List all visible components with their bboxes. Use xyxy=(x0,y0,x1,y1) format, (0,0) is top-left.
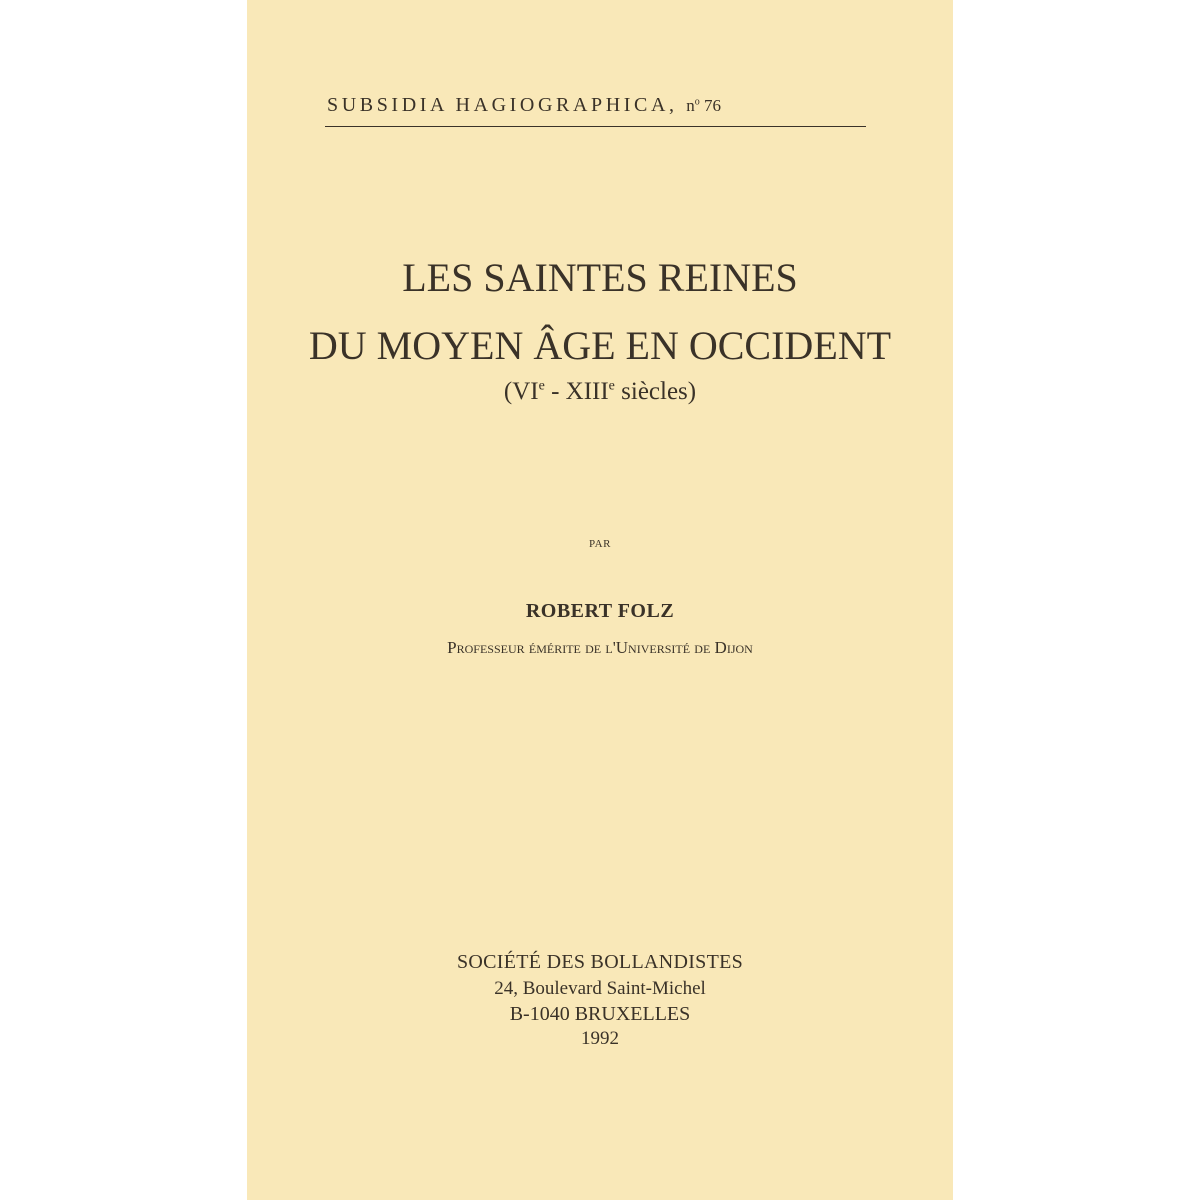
series-name: SUBSIDIA HAGIOGRAPHICA, xyxy=(327,94,678,116)
publisher-city: B-1040 BRUXELLES xyxy=(509,1003,691,1025)
author-affiliation: Professeur émérite de l'Université de Dijon xyxy=(447,638,753,657)
book-subtitle: (VIe - XIIIe siècles) xyxy=(503,378,697,405)
book-title-line-2: DU MOYEN ÂGE EN OCCIDENT xyxy=(308,323,892,368)
series-title xyxy=(327,94,867,117)
publication-year: 1992 xyxy=(581,1028,619,1049)
book-title-line-1: LES SAINTES REINES xyxy=(402,255,798,300)
byline-par: PAR xyxy=(589,538,611,550)
series-number: $n^o$ 76 xyxy=(686,96,721,115)
author-name: ROBERT FOLZ xyxy=(525,600,675,622)
book-cover xyxy=(247,0,953,1200)
series-rule xyxy=(325,126,866,127)
publisher-street: 24, Boulevard Saint-Michel xyxy=(494,978,706,999)
publisher-name: SOCIÉTÉ DES BOLLANDISTES xyxy=(456,951,744,973)
